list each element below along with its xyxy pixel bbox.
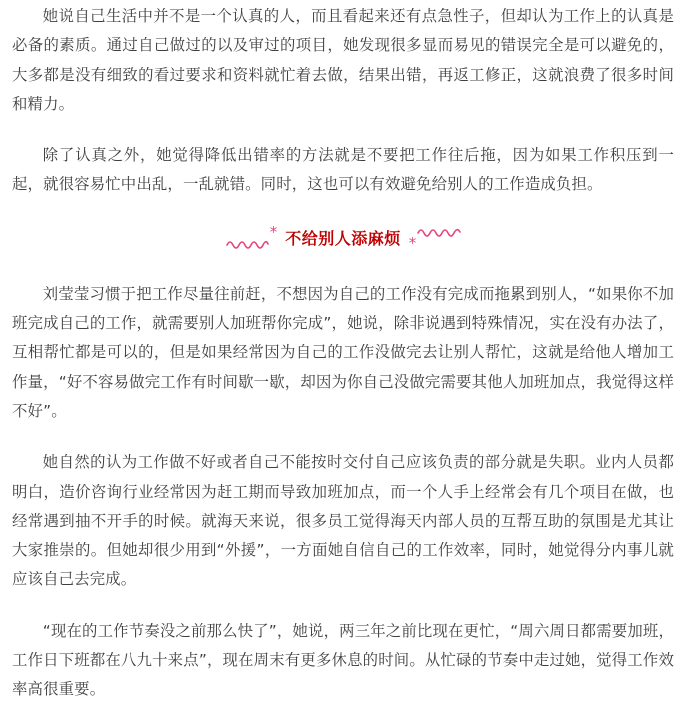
paragraph-4: 她自然的认为工作做不好或者自己不能按时交付自己应该负责的部分就是失职。业内人员都明白，造价咨询行业经常因为赶工期而导致加班加点，而一个人手上经常会有几个项目在做，也经常遇到抽不开手的时候。就海天来说，很多员工觉得海天内部人员的互帮互助的氛围是尤其让大家推崇的。但她却很少用到“外援”，一方面她自信自己的工作效率，同时，她觉得分内事儿就应该自己去完成。 (12, 453, 674, 589)
paragraph-5: “现在的工作节奏没之前那么快了”，她说，两三年之前比现在更忙，“周六周日都需要加班，工作日下班都在八九十来点”，现在周末有更多休息的时间。从忙碌的节奏中走过她，觉得工作效率高很重要。 (12, 621, 674, 699)
section-heading (12, 218, 674, 258)
star-ornament-right-icon: * (408, 234, 417, 253)
paragraph-2: 除了认真之外，她觉得降低出错率的方法就是不要把工作往后拖，因为如果工作积压到一起，就很容易忙中出乱，一乱就错。同时，这也可以有效避免给别人的工作造成负担。 (12, 146, 674, 194)
wave-ornament-left-icon (225, 235, 269, 249)
paragraph-3: 刘莹莹习惯于把工作尽量往前赶，不想因为自己的工作没有完成而拖累到别人，“如果你不加班完成自己的工作，就需要别人加班帮你完成”，她说，除非说遇到特殊情况，实在没有办法了，互相帮忙都是可以的，但是如果经常因为自己的工作没做完去让别人帮忙，这就是给他人增加工作量，“好不容易做完工作有时间歇一歇，却因为你自己没做完需要其他人加班加点，我觉得这样不好”。 (12, 284, 674, 420)
paragraph-1: 她说自己生活中并不是一个认真的人，而且看起来还有点急性子，但却认为工作上的认真是必备的素质。通过自己做过的以及审过的项目，她发现很多显而易见的错误完全是可以避免的，大多都是没有细致的看过要求和资料就忙着去做，结果出错，再返工修正，这就浪费了很多时间和精力。 (12, 7, 674, 113)
section-heading-title: 不给别人添麻烦 (285, 229, 401, 249)
star-ornament-left-icon: * (269, 223, 278, 242)
wave-ornament-right-icon (417, 227, 461, 241)
